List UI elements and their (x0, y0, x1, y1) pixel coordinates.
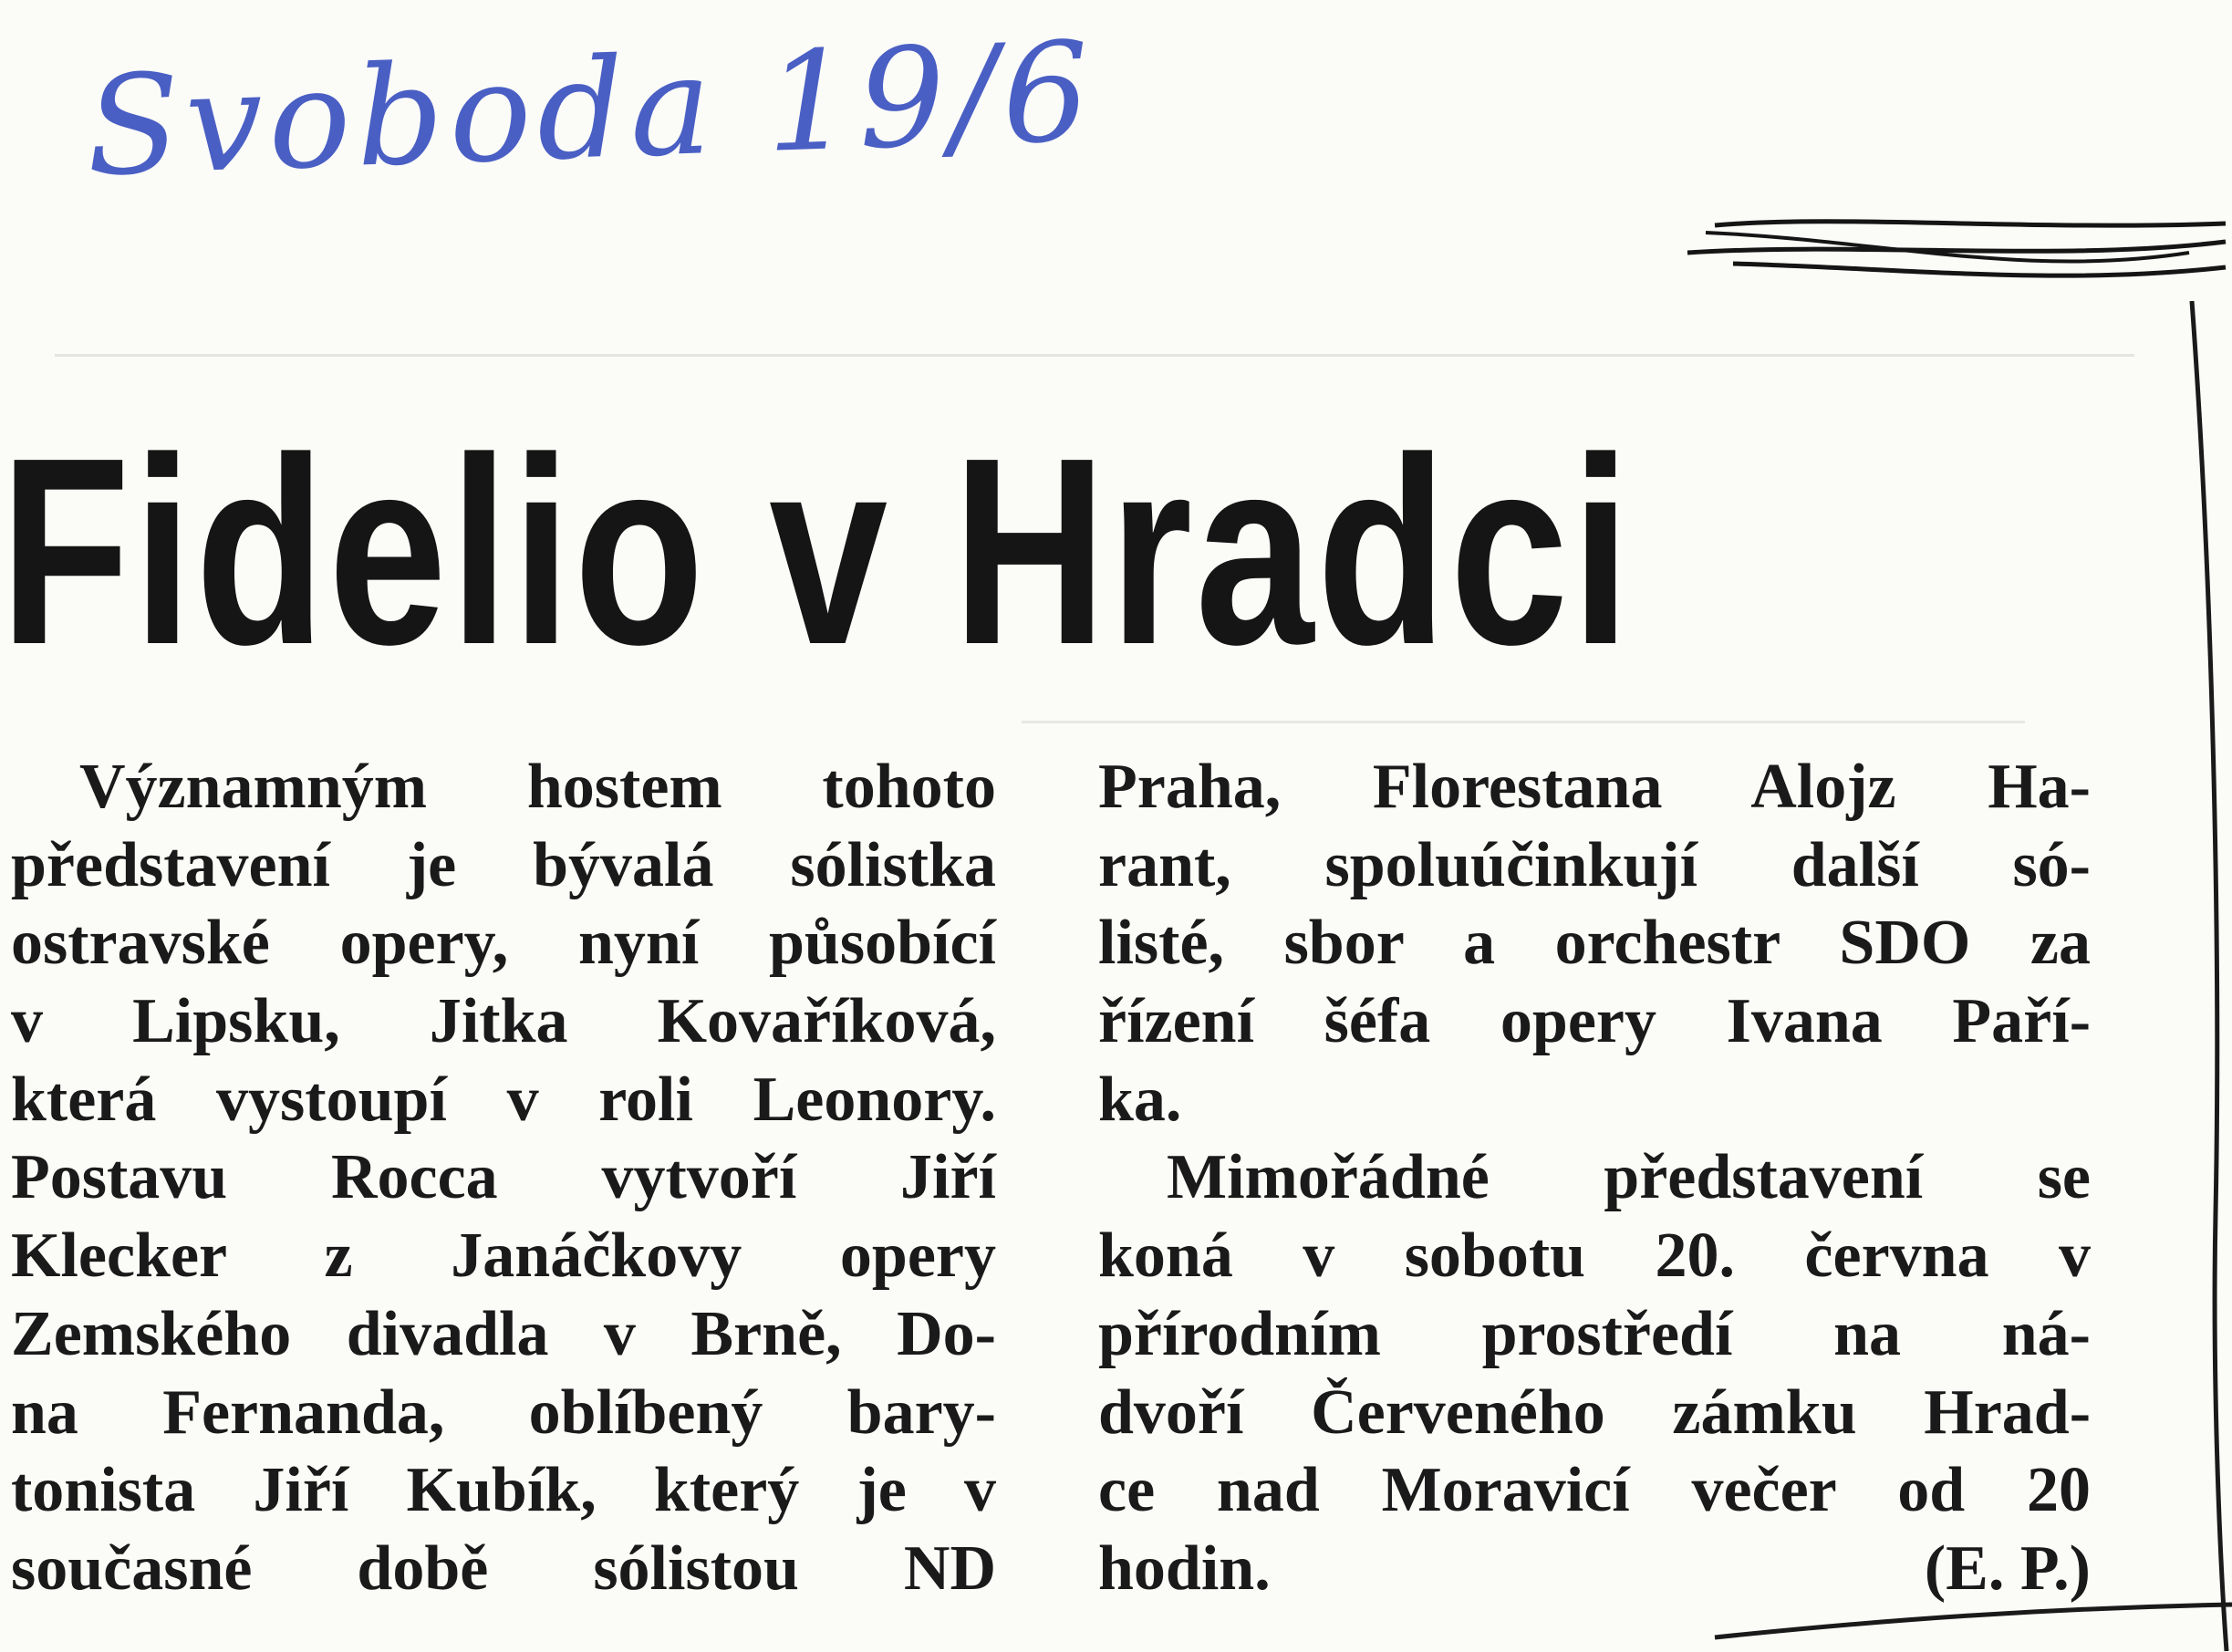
article-column-right (1098, 748, 2091, 1608)
article-line: listé, sbor a orchestr SDO za (1098, 908, 2091, 979)
handwritten-note: Svoboda 19/6 (83, 13, 1098, 207)
article-line: Významným hostem tohoto (79, 752, 996, 822)
article-line: Klecker z Janáčkovy opery (11, 1221, 996, 1292)
article-line: představení je bývalá sólistka (11, 829, 996, 900)
author-signature: (E. P.) (1924, 1533, 2091, 1604)
article-line: která vystoupí v roli Leonory. (11, 1064, 996, 1135)
article-line: dvoří Červeného zámku Hrad- (1098, 1377, 2091, 1448)
article-line: rant, spoluúčinkují další só- (1098, 829, 2091, 900)
article-line: koná v sobotu 20. června v (1098, 1221, 2091, 1292)
article-line: ka. (1098, 1064, 1182, 1135)
article-line: Zemského divadla v Brně, Do- (11, 1298, 996, 1369)
headline: Fidelio v Hradci (0, 402, 1634, 700)
article-line: řízení šéfa opery Ivana Paří- (1098, 986, 2091, 1057)
pen-strike-bottom-right (1706, 1601, 2232, 1652)
article-line: ce nad Moravicí večer od 20 (1098, 1455, 2091, 1526)
article-line: ostravské opery, nyní působící (11, 908, 996, 979)
article-line: současné době sólistou ND (11, 1533, 996, 1604)
article-column-left (11, 748, 996, 1608)
article-line: na Fernanda, oblíbený bary- (11, 1377, 996, 1448)
pen-margin-line-right (2185, 301, 2232, 1652)
article-line: v Lipsku, Jitka Kovaříková, (11, 986, 996, 1057)
article-line: hodin. (1098, 1533, 1271, 1604)
closing-line (1098, 1530, 2091, 1608)
article-line: tonista Jiří Kubík, který je v (11, 1455, 996, 1526)
article-line: Praha, Florestana Alojz Ha- (1098, 752, 2091, 822)
article-line: Postavu Rocca vytvoří Jiří (11, 1142, 996, 1213)
article-line: Mimořádné představení se (1167, 1142, 2091, 1213)
print-rule-under-headline (1022, 721, 2025, 723)
article-line: přírodním prostředí na ná- (1098, 1298, 2091, 1369)
print-rule-top (55, 354, 2134, 357)
pen-strike-top-right (1678, 205, 2232, 306)
